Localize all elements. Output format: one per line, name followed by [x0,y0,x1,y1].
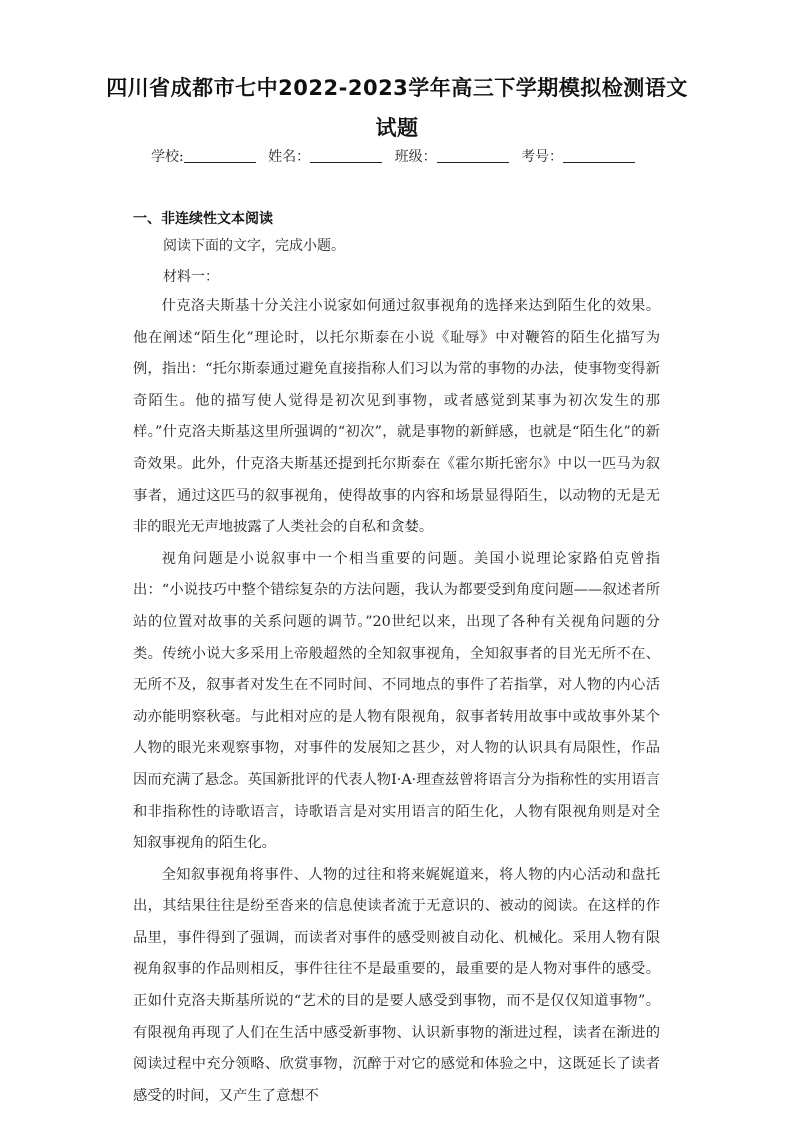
section-instruction: 阅读下面的文字，完成小题。 [163,238,345,254]
id-label: 考号： [521,149,564,165]
paragraph: 全知叙事视角将事件、人物的过往和将来娓娓道来，将人物的内心活动和盘托出，其结果往往是纷至沓来的信息使读者流于无意识的、被动的阅读。在这样的作品里，事件得到了强调，而读者对事件的感受则被自动化、机械化。采用人物有限视角叙事的作品则相反，事件往往不是最重要的，最重要的是人物对事件的感受。正如什克洛夫斯基所说的“艺术的目的是要人感受到事物，而不是仅仅知道事物”。有限视角再现了人们在生活中感受新事物、认识新事物的渐进过程，读者在渐进的阅读过程中充分领略、欣赏事物，沉醉于对它的感觉和体验之中，这既延长了读者感受的时间，又产生了意想不 [133,866,660,1104]
name-blank[interactable] [310,148,382,163]
school-label: 学校: [150,149,184,165]
id-blank[interactable] [563,148,635,163]
exam-title-line1: 四川省成都市七中2022-2023学年高三下学期模拟检测语文 [106,76,688,100]
student-info-row [0,146,794,166]
name-label: 姓名： [268,149,311,165]
paragraph: 视角问题是小说叙事中一个相当重要的问题。美国小说理论家路伯克曾指出：“小说技巧中整个错综复杂的方法问题，我认为都要受到角度问题——叙述者所站的位置对故事的关系问题的调节。”20世纪以来，出现了各种有关视角问题的分类。传统小说大多采用上帝般超然的全知叙事视角，全知叙事者的目光无所不在、无所不及，叙事者对发生在不同时间、不同地点的事件了若指掌，对人物的内心活动亦能明察秋毫。与此相对应的是人物有限视角，叙事者转用故事中或故事外某个人物的眼光来观察事物，对事件的发展知之甚少，对人物的认识具有局限性，作品因而充满了悬念。英国新批评的代表人物I·A·理查兹曾将语言分为指称性的实用语言和非指称性的诗歌语言，诗歌语言是对实用语言的陌生化，人物有限视角则是对全知叙事视角的陌生化。 [133,550,660,852]
exam-title-line2: 试题 [375,116,419,140]
class-label: 班级： [394,149,437,165]
material-label: 材料一： [163,269,219,285]
class-blank[interactable] [437,148,509,163]
section-heading: 一、非连续性文本阅读 [133,211,273,227]
school-blank[interactable] [184,148,256,163]
paragraph: 什克洛夫斯基十分关注小说家如何通过叙事视角的选择来达到陌生化的效果。他在阐述“陌生化”理论时，以托尔斯泰在小说《耻辱》中对鞭笞的陌生化描写为例，指出：“托尔斯泰通过避免直接指称人们习以为常的事物的办法，使事物变得新奇陌生。他的描写使人觉得是初次见到事物，或者感觉到某事为初次发生的那样。”什克洛夫斯基这里所强调的“初次”，就是事物的新鲜感，也就是“陌生化”的新奇效果。此外，什克洛夫斯基还提到托尔斯泰在《霍尔斯托密尔》中以一匹马为叙事者，通过这匹马的叙事视角，使得故事的内容和场景显得陌生，以动物的无是无非的眼光无声地披露了人类社会的自私和贪婪。 [133,298,660,536]
material-body [133,291,660,1112]
